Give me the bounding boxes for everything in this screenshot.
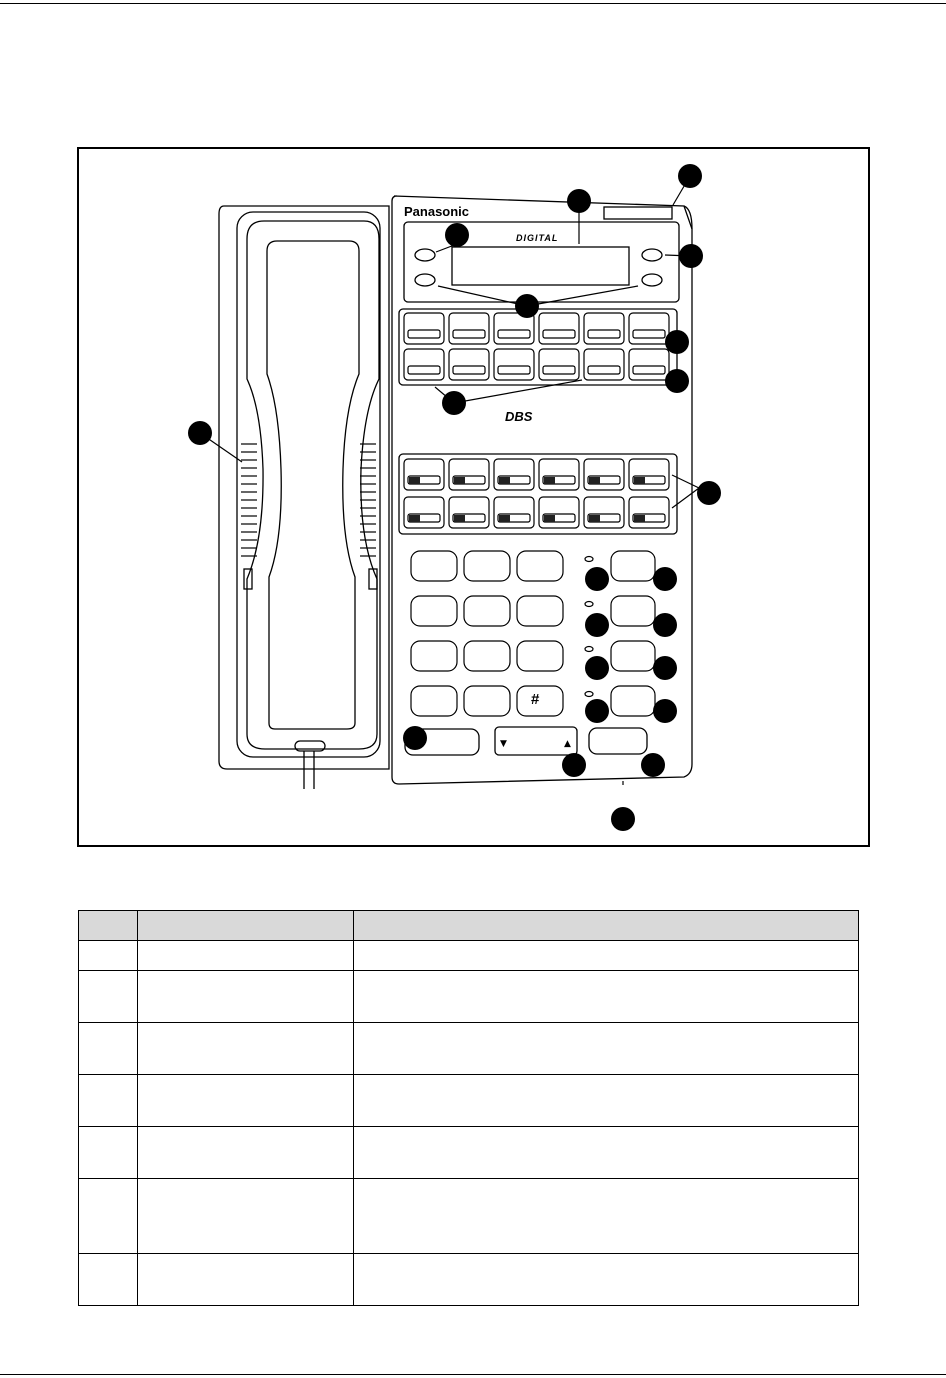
pf-key[interactable]: [494, 349, 534, 380]
function-key[interactable]: [611, 551, 655, 581]
dss-key[interactable]: [449, 459, 489, 490]
callout-marker: [585, 567, 609, 591]
callout-marker: [403, 726, 427, 750]
callout-marker: [697, 481, 721, 505]
pf-key-strip: [453, 366, 485, 374]
function-key[interactable]: [611, 641, 655, 671]
dss-led: [499, 477, 510, 484]
dial-key[interactable]: [411, 686, 457, 716]
dss-key[interactable]: [584, 459, 624, 490]
dss-led: [454, 515, 465, 522]
pf-key-strip: [543, 330, 575, 338]
dss-logo: DBS: [505, 409, 533, 424]
dss-led: [409, 515, 420, 522]
legend-row: [79, 1127, 859, 1179]
pf-key-strip: [588, 366, 620, 374]
legend-row: [79, 1023, 859, 1075]
callout-marker: [585, 656, 609, 680]
pf-key[interactable]: [449, 349, 489, 380]
callout-marker: [679, 244, 703, 268]
pf-key[interactable]: [584, 313, 624, 344]
pf-key[interactable]: [539, 313, 579, 344]
digital-logo: DIGITAL: [516, 233, 559, 243]
callout-marker: [515, 294, 539, 318]
phone-illustration: [79, 149, 872, 849]
nameplate: [604, 207, 672, 219]
callout-marker: [611, 807, 635, 831]
dss-key[interactable]: [494, 459, 534, 490]
dss-led: [634, 477, 645, 484]
pf-key-strip: [543, 366, 575, 374]
dial-key[interactable]: [411, 641, 457, 671]
legend-header-name: [138, 911, 354, 941]
bottom-right-key: [589, 728, 647, 754]
pf-key[interactable]: [539, 349, 579, 380]
dss-key[interactable]: [404, 497, 444, 528]
pf-key[interactable]: [629, 349, 669, 380]
legend-table: [78, 910, 859, 1306]
dss-led: [589, 515, 600, 522]
dial-key[interactable]: [411, 596, 457, 626]
callout-marker: [567, 189, 591, 213]
legend-row: [79, 941, 859, 971]
pf-key-strip: [408, 330, 440, 338]
pf-key[interactable]: [449, 313, 489, 344]
callout-marker: [641, 753, 665, 777]
pf-key[interactable]: [404, 313, 444, 344]
dial-key[interactable]: [464, 596, 510, 626]
dss-key[interactable]: [539, 497, 579, 528]
pf-key-strip: [588, 330, 620, 338]
pf-key-strip: [453, 330, 485, 338]
speaker-grille-left: [241, 444, 257, 556]
dial-key[interactable]: [411, 551, 457, 581]
dss-led: [409, 477, 420, 484]
pf-key[interactable]: [629, 313, 669, 344]
callout-marker: [653, 613, 677, 637]
callout-marker: [678, 164, 702, 188]
legend-row: [79, 1254, 859, 1306]
function-led: [585, 602, 593, 607]
function-key[interactable]: [611, 596, 655, 626]
dss-key[interactable]: [539, 459, 579, 490]
dss-key[interactable]: [494, 497, 534, 528]
function-led: [585, 557, 593, 562]
callout-marker: [188, 421, 212, 445]
callout-marker: [665, 369, 689, 393]
dial-key[interactable]: [517, 641, 563, 671]
pf-key-strip: [633, 366, 665, 374]
lcd-display: [452, 247, 629, 285]
callout-marker: [653, 699, 677, 723]
callout-marker: [442, 391, 466, 415]
dial-key[interactable]: [464, 641, 510, 671]
dss-key[interactable]: [629, 497, 669, 528]
volume-up-glyph: ▲: [564, 739, 571, 749]
hash-key-label: #: [531, 691, 540, 708]
cradle-body: [219, 206, 389, 769]
brand-logo: Panasonic: [404, 204, 470, 219]
legend-header-description: [354, 911, 859, 941]
function-led: [585, 692, 593, 697]
function-led: [585, 647, 593, 652]
dss-led: [454, 477, 465, 484]
pf-key-strip: [498, 366, 530, 374]
dial-key[interactable]: [517, 686, 563, 716]
top-rule: [0, 3, 946, 4]
dss-led: [544, 477, 555, 484]
dss-key[interactable]: [404, 459, 444, 490]
pf-key[interactable]: [404, 349, 444, 380]
callout-marker: [585, 699, 609, 723]
dss-led: [544, 515, 555, 522]
dss-key[interactable]: [584, 497, 624, 528]
callout-marker: [653, 567, 677, 591]
legend-header-number: [79, 911, 138, 941]
pf-key-strip: [498, 330, 530, 338]
dial-key[interactable]: [517, 596, 563, 626]
bottom-rule: [0, 1374, 946, 1375]
dss-led: [589, 477, 600, 484]
callout-marker: [562, 753, 586, 777]
speaker-grille-right: [360, 444, 376, 556]
legend-row: [79, 1179, 859, 1254]
callout-marker: [665, 330, 689, 354]
pf-key[interactable]: [584, 349, 624, 380]
dss-key[interactable]: [629, 459, 669, 490]
legend-row: [79, 971, 859, 1023]
pf-key-strip: [633, 330, 665, 338]
dial-key[interactable]: [464, 686, 510, 716]
legend-row: [79, 1075, 859, 1127]
function-key[interactable]: [611, 686, 655, 716]
dial-key[interactable]: [464, 551, 510, 581]
callout-marker: [585, 613, 609, 637]
pf-key-strip: [408, 366, 440, 374]
dial-key[interactable]: [517, 551, 563, 581]
volume-down-glyph: ▼: [500, 739, 507, 749]
dss-led: [634, 515, 645, 522]
dss-led: [499, 515, 510, 522]
callout-marker: [445, 223, 469, 247]
dss-key[interactable]: [449, 497, 489, 528]
callout-marker: [653, 656, 677, 680]
phone-figure: [77, 147, 870, 847]
